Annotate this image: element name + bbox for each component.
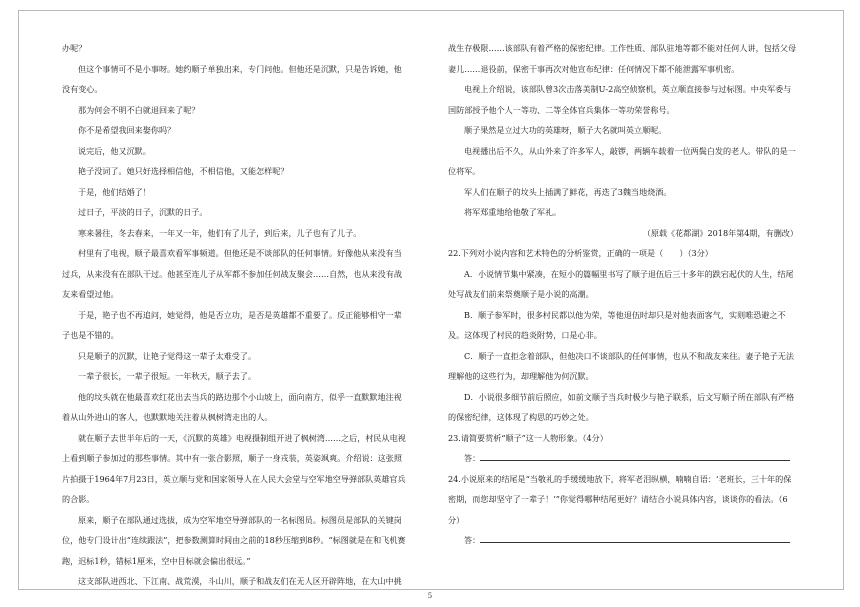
- story-paragraph: 一辈子很长，一辈子很短。一年秋天，顺子去了。: [78, 371, 257, 381]
- story-paragraph: 寒来暑往，冬去春来，一年又一年，他们有了儿子，到后来，儿子也有了儿子。: [78, 227, 362, 238]
- story-paragraph: 原来，顺子在部队通过选拔，成为空军地空导弹部队的一名标图员。标图员是部队的关键岗位，他专门设计出“连续跟法”，把参数测算时间由之前的18秒压缩到8秒。“标图就是在和飞机赛跑，迟标1秒，错标1厘米，空中目标就会偏出很远。”: [62, 514, 406, 566]
- story-paragraph: 于是，艳子也不再追问，她觉得，他是否立功，是否是英雄都不重要了。反正能够相守一辈子也是不错的。: [62, 309, 402, 340]
- story-paragraph: 军人们在顺子的坟头上插满了鲜花，再迭了3魏当地烧酒。: [464, 186, 672, 197]
- story-paragraph: 电视播出后不久，从山外来了许多军人，敲锣，两辆车载着一位两鬓白发的老人。带队的是一位将军。: [448, 145, 796, 176]
- story-paragraph: 将军郑重地给他敬了军礼。: [464, 207, 562, 217]
- right-column: [448, 38, 798, 551]
- story-paragraph: 过日子，平淡的日子，沉默的日子。: [78, 207, 208, 217]
- question-22-stem: 22.下列对小说内容和艺术特色的分析鉴赏，正确的一项是（ ）（3分）: [448, 248, 713, 258]
- story-paragraph: 村里有了电视，顺子最喜欢看军事频道。但他还是不谈部队的任何事情。好像他从来没有当过兵，从来没有在部队干过。他甚至连儿子从军都不参加任何战友聚会……自然，也从来没有战友来看望过他。: [62, 248, 402, 299]
- story-paragraph: 于是，他们结婚了！: [78, 186, 151, 197]
- story-paragraph: 说完后，他又沉默。: [78, 145, 151, 156]
- q23-answer-row: [448, 448, 798, 469]
- q22-option-b: B．顺子参军时，很多村民都以他为荣，等他退伍时却只是对他表面客气，实则唯恐避之不及。这体现了村民的趋炎附势，口是心非。: [448, 309, 786, 340]
- left-column: [62, 38, 408, 592]
- story-paragraph: 这支部队进西北、下江南、战荒漠，斗山川，顺子和战友们在无人区开辟阵地，在大山中挑: [78, 576, 402, 586]
- q24-answer-label: 答：: [464, 535, 481, 545]
- story-paragraph: 艳子没词了。她只好选择相信他，不相信他，又能怎样呢？: [78, 166, 289, 176]
- q22-option-d: D．小说很多细节前后照应，如前文顺子当兵时极少与艳子联系，后文写顺子所在部队有严格的保密纪律，这体现了构思的巧妙之处。: [448, 391, 795, 422]
- question-23-stem: 23.请简要赏析“顺子”这一人物形象。（4分）: [448, 432, 608, 443]
- q22-option-a: A．小说情节集中紧凑，在短小的篇幅里书写了顺子退伍后三十多年的跌宕起伏的人生，结尾处写战友们前来祭奠顺子是小说的高潮。: [448, 268, 794, 299]
- story-paragraph: 他的坟头就在他最喜欢红花出去当兵的路边那个小山坡上，面向南方，似乎一直默默地注视着从山外进山的客人，也默默地关注着从枫树湾走出的人。: [62, 391, 402, 422]
- story-paragraph: 就在顺子去世半年后的一天，《沉默的英雄》电视摄制组开进了枫树湾……之后，村民从电视上看到顺子参加过的那些事情。其中有一张合影照，顺子一身戎装，英姿飒爽。介绍说：这张照片拍摄于1964年7月23日，英立顺与党和国家领导人在人民大会堂与空军地空导弹部队英雄官兵的合影。: [62, 432, 406, 504]
- q23-answer-line[interactable]: [480, 450, 790, 461]
- q24-answer-row: [448, 530, 798, 551]
- source-note: （原载《花都湖》2018年第4期，有删改）: [642, 227, 798, 238]
- story-continuation: [448, 38, 798, 223]
- story-paragraph: 电视上介绍说，该部队曾3次击落美制U-2高空侦察机，英立顺直接参与过标图。中央军委与国防部授予他个人一等功、二等全体官兵集体一等功荣誉称号。: [448, 84, 792, 115]
- q22-option-c: C．顺子一直拒念着部队，但他决口不谈部队的任何事情，也从不和战友来往。妻子艳子无法理解他的这些行为，却理解他为何沉默。: [448, 350, 794, 381]
- story-paragraph: 那为何会不明不白就退回来了呢？: [78, 104, 200, 115]
- story-paragraph: 但这个事情可不是小事呀。她约顺子单独出来，专门问他。但他还是沉默，只是告诉她，他没有变心。: [62, 63, 402, 94]
- story-paragraph: 顺子果然是立过大功的英雄呀，顺子大名就叫英立顺呢。: [464, 125, 667, 135]
- story-paragraph: 办呢？: [62, 43, 87, 53]
- story-paragraph: 你不是希望我回来娶你吗？: [78, 125, 176, 135]
- q23-answer-label: 答：: [464, 453, 481, 463]
- story-paragraph: 只是顺子的沉默，让艳子觉得这一辈子太难受了。: [78, 350, 257, 361]
- page-number: 5: [427, 592, 433, 600]
- q24-answer-line[interactable]: [480, 532, 790, 543]
- story-paragraph: 战生存极限……该部队有着严格的保密纪律。工作性质、部队驻地等都不能对任何人讲，包括父母妻儿……退役前，保密干事再次对他宣布纪律：任何情况下都不能泄露军事机密。: [448, 43, 797, 74]
- question-24-stem: 24.小说原来的结尾是“当敬礼的手缓缓地放下，将军老泪纵横，喃喃自语：‘老班长，三十年的保密期，而您却坚守了一辈子！’”你觉得哪种结尾更好？请结合小说具体内容，谈谈你的看法。（6分）: [448, 473, 792, 525]
